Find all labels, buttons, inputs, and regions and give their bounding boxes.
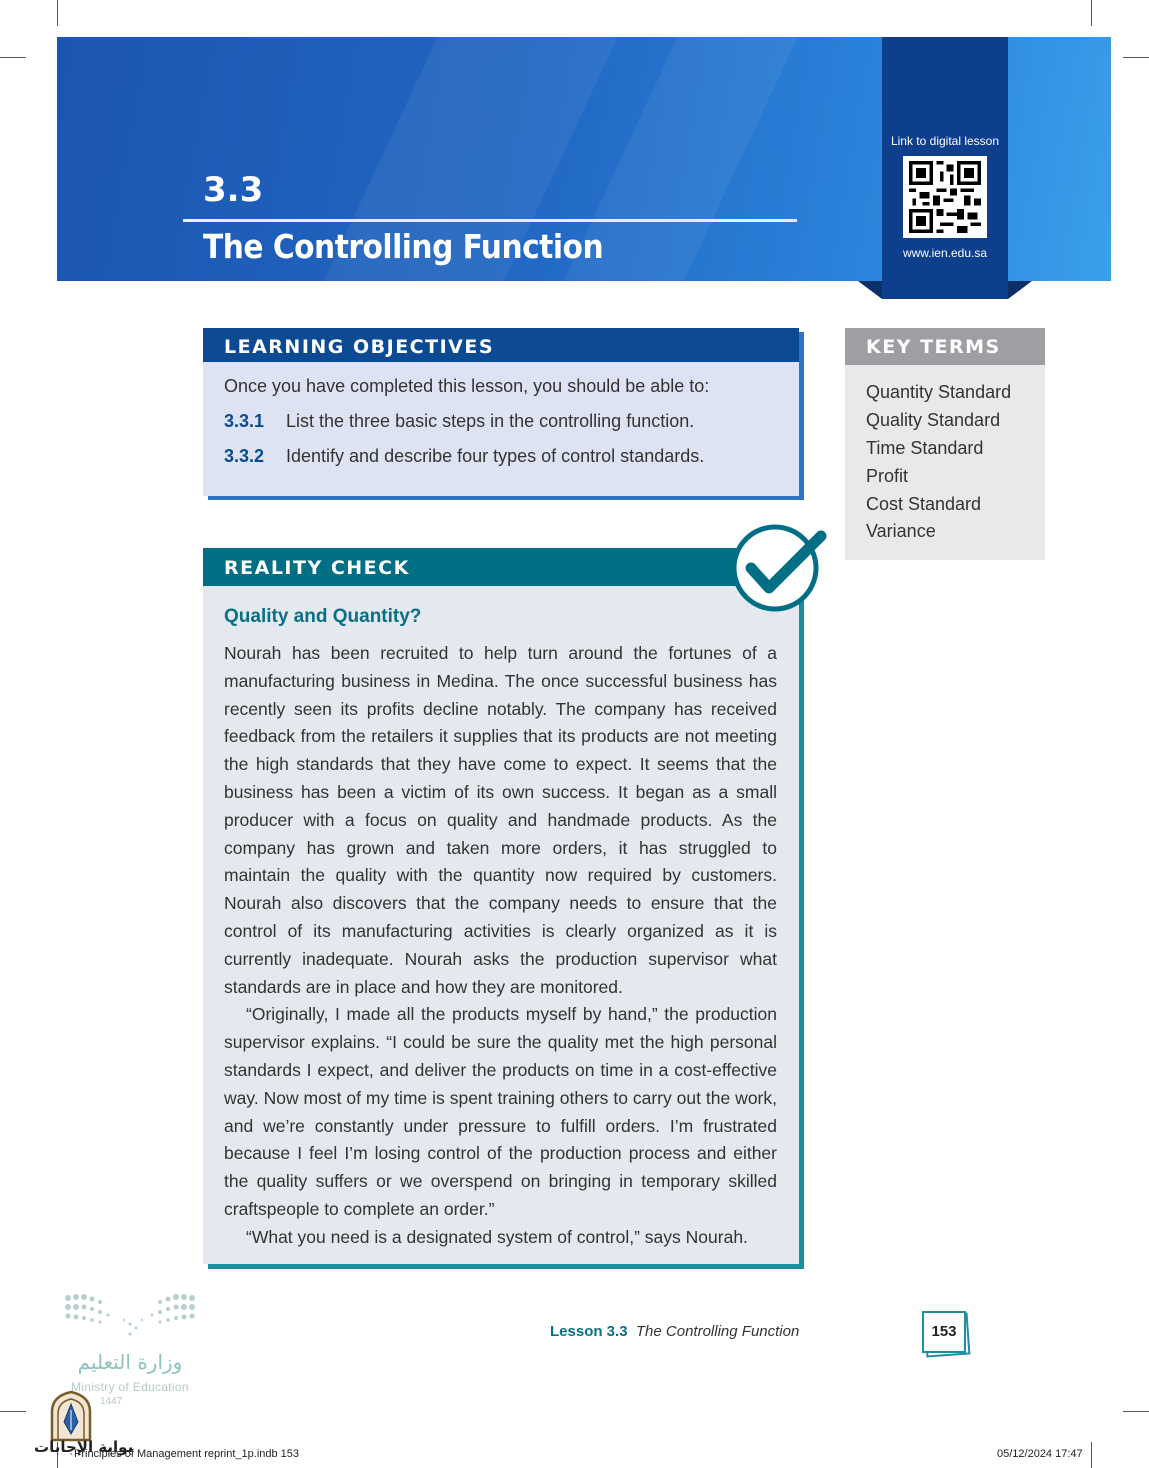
- objectives-intro: Once you have completed this lesson, you should be able to:: [224, 376, 710, 396]
- qr-code-icon[interactable]: [903, 156, 987, 238]
- ministry-year: 1447: [100, 1396, 123, 1407]
- key-term: Quality Standard: [866, 410, 1001, 430]
- print-slug-file: Principles of Management reprint_1p.indb 153: [74, 1448, 300, 1460]
- title-divider: [183, 219, 797, 222]
- footer-lesson-ref: [550, 1323, 799, 1340]
- key-term: Time Standard: [866, 438, 984, 458]
- objective-item: [224, 411, 694, 432]
- crop-mark: [1123, 1411, 1149, 1412]
- ribbon-fold: [1008, 281, 1032, 299]
- checkmark-icon: [731, 522, 827, 614]
- lesson-number: 3.3: [203, 170, 264, 210]
- ribbon-fold: [858, 281, 882, 299]
- objective-item: [224, 446, 704, 467]
- reality-check-heading: REALITY CHECK: [224, 557, 410, 579]
- crop-mark: [0, 1411, 26, 1412]
- qr-label: Link to digital lesson: [890, 134, 1000, 148]
- objective-number: 3.3.2: [224, 446, 265, 466]
- crop-mark: [1091, 1442, 1092, 1468]
- crop-mark: [0, 57, 26, 58]
- pen-logo-icon: [48, 1390, 94, 1442]
- qr-url[interactable]: www.ien.edu.sa: [902, 246, 988, 260]
- print-slug-date: 05/12/2024 17:47: [997, 1448, 1083, 1460]
- footer-lesson-label: Lesson 3.3: [550, 1323, 628, 1340]
- key-term: Variance: [866, 521, 936, 541]
- watermark-text: بوابة الإجابات: [34, 1438, 134, 1456]
- learning-objectives-heading: LEARNING OBJECTIVES: [224, 336, 495, 358]
- body-paragraph: Nourah has been recruited to help turn around the fortunes of a manufacturing business in Medina. The once successful business has recently seen its profits decline notably. The company has received feedback from the retailers it supplies that its products are not meeting the high standards that they have come to expect. It seems that the business has been a victim of its own success. It began as a small producer with a focus on quality and handmade products. As the company has grown and taken more orders, it has struggled to maintain the quality with the quantity now required by customers. Nourah also discovers that the company needs to ensure that the control of its manufacturing activities is clearly organized as it is currently inadequate. Nourah asks the production supervisor what standards are in place and how they are monitored.: [224, 643, 777, 997]
- crop-mark: [1123, 57, 1149, 58]
- crop-mark: [57, 0, 58, 26]
- ministry-english: Ministry of Education: [71, 1380, 189, 1394]
- crop-mark: [1091, 0, 1092, 26]
- key-term: Quantity Standard: [866, 382, 1012, 402]
- reality-check-header: [203, 548, 763, 586]
- ministry-arabic: وزارة التعليم: [77, 1350, 183, 1374]
- reality-check-body: [224, 640, 777, 1252]
- key-terms-header: [845, 328, 1045, 365]
- objective-text: List the three basic steps in the controlling function.: [286, 411, 695, 431]
- page-number: 153: [922, 1311, 966, 1353]
- reality-check-subtitle: Quality and Quantity?: [224, 606, 422, 627]
- key-term: Profit: [866, 466, 909, 486]
- body-paragraph: “Originally, I made all the products myself by hand,” the production supervisor explains. “I could be sure the quality met the high personal standards I expect, and deliver the products on time in a cost-effective way. Now most of my time is spent training others to carry out the work, and we’re constantly under pressure to fulfill orders. I’m frustrated because I feel I’m losing control of the production process and either the quality suffers or we overspend on bringing in temporary skilled craftspeople to complete an order.”: [224, 1004, 777, 1219]
- key-terms-heading: KEY TERMS: [866, 336, 1001, 358]
- footer-lesson-title: The Controlling Function: [635, 1323, 800, 1340]
- objective-number: 3.3.1: [224, 411, 265, 431]
- lesson-title: The Controlling Function: [203, 227, 604, 266]
- learning-objectives-header: [203, 328, 799, 362]
- objective-text: Identify and describe four types of control standards.: [286, 446, 705, 466]
- body-paragraph: “What you need is a designated system of control,” says Nourah.: [246, 1226, 748, 1247]
- key-term: Cost Standard: [866, 494, 982, 514]
